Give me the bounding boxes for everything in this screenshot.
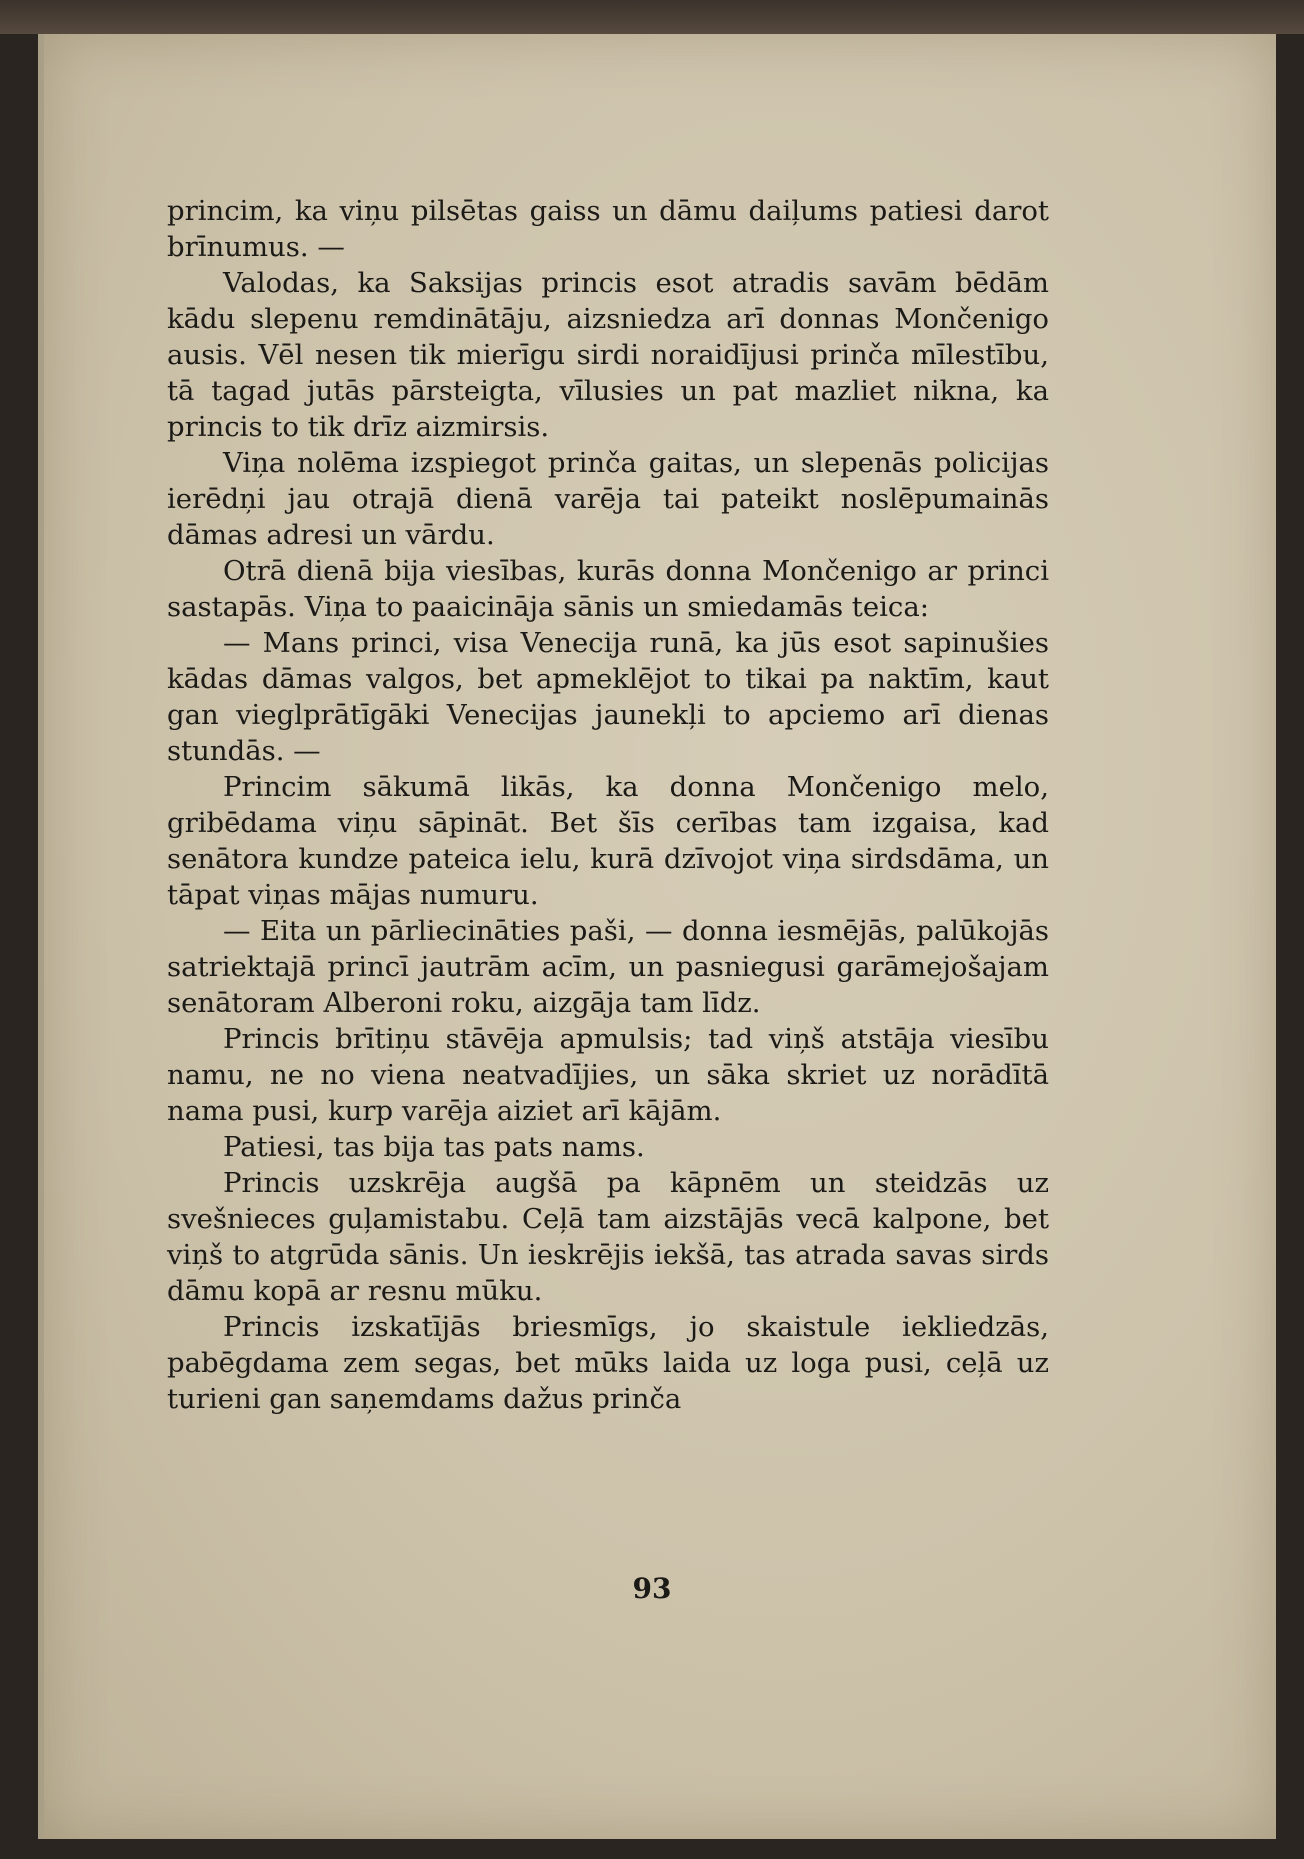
book-edge-top [0, 0, 1304, 34]
paragraph: Princis izskatījās briesmīgs, jo skaistule iekliedzās, pabēgdama zem segas, bet mūks laida uz loga pusi, ceļā uz turieni gan saņemdams dažus prinča [167, 1311, 1049, 1415]
paragraph: — Mans princi, visa Venecija runā, ka jūs esot sapinušies kādas dāmas valgos, bet apmeklējot to tikai pa naktīm, kaut gan vieglprātīgāki Venecijas jaunekļi to apciemo arī dienas stundās. — [167, 627, 1049, 767]
page-number: 93 [632, 1572, 672, 1605]
paragraph: Viņa nolēma izspiegot prinča gaitas, un slepenās policijas ierēdņi jau otrajā dienā varēja tai pateikt noslēpumainās dāmas adresi un vārdu. [167, 447, 1049, 551]
paragraph: Otrā dienā bija viesības, kurās donna Mončenigo ar princi sastapās. Viņa to paaicināja sānis un smiedamās teica: [167, 555, 1049, 623]
page-text [167, 193, 1049, 1417]
paragraph: Patiesi, tas bija tas pats nams. [223, 1131, 645, 1163]
paragraph: Princis uzskrēja augšā pa kāpnēm un steidzās uz svešnieces guļamistabu. Ceļā tam aizstājās vecā kalpone, bet viņš to atgrūda sānis. Un ieskrējis iekšā, tas atrada savas sirds dāmu kopā ar resnu mūku. [167, 1167, 1049, 1307]
paragraph: Princim sākumā likās, ka donna Mončenigo melo, gribēdama viņu sāpināt. Bet šīs cerības tam izgaisa, kad senātora kundze pateica ielu, kurā dzīvojot viņa sirdsdāma, un tāpat viņas mājas numuru. [167, 771, 1049, 911]
paragraph: princim, ka viņu pilsētas gaiss un dāmu daiļums patiesi darot brīnumus. — [167, 195, 1049, 263]
paragraph: Valodas, ka Saksijas princis esot atradis savām bēdām kādu slepenu remdinātāju, aizsniedza arī donnas Mončenigo ausis. Vēl nesen tik mierīgu sirdi noraidījusi prinča mīlestību, tā tagad jutās pārsteigta, vīlusies un pat mazliet nikna, ka princis to tik drīz aizmirsis. [167, 267, 1049, 443]
paragraph: Princis brītiņu stāvēja apmulsis; tad viņš atstāja viesību namu, ne no viena neatvadījies, un sāka skriet uz norādītā nama pusi, kurp varēja aiziet arī kājām. [167, 1023, 1049, 1127]
paragraph: — Eita un pārliecināties paši, — donna iesmējās, palūkojās satriektajā princī jautrām acīm, un pasniegusi garāmejošajam senātoram Alberoni roku, aizgāja tam līdz. [167, 915, 1049, 1019]
